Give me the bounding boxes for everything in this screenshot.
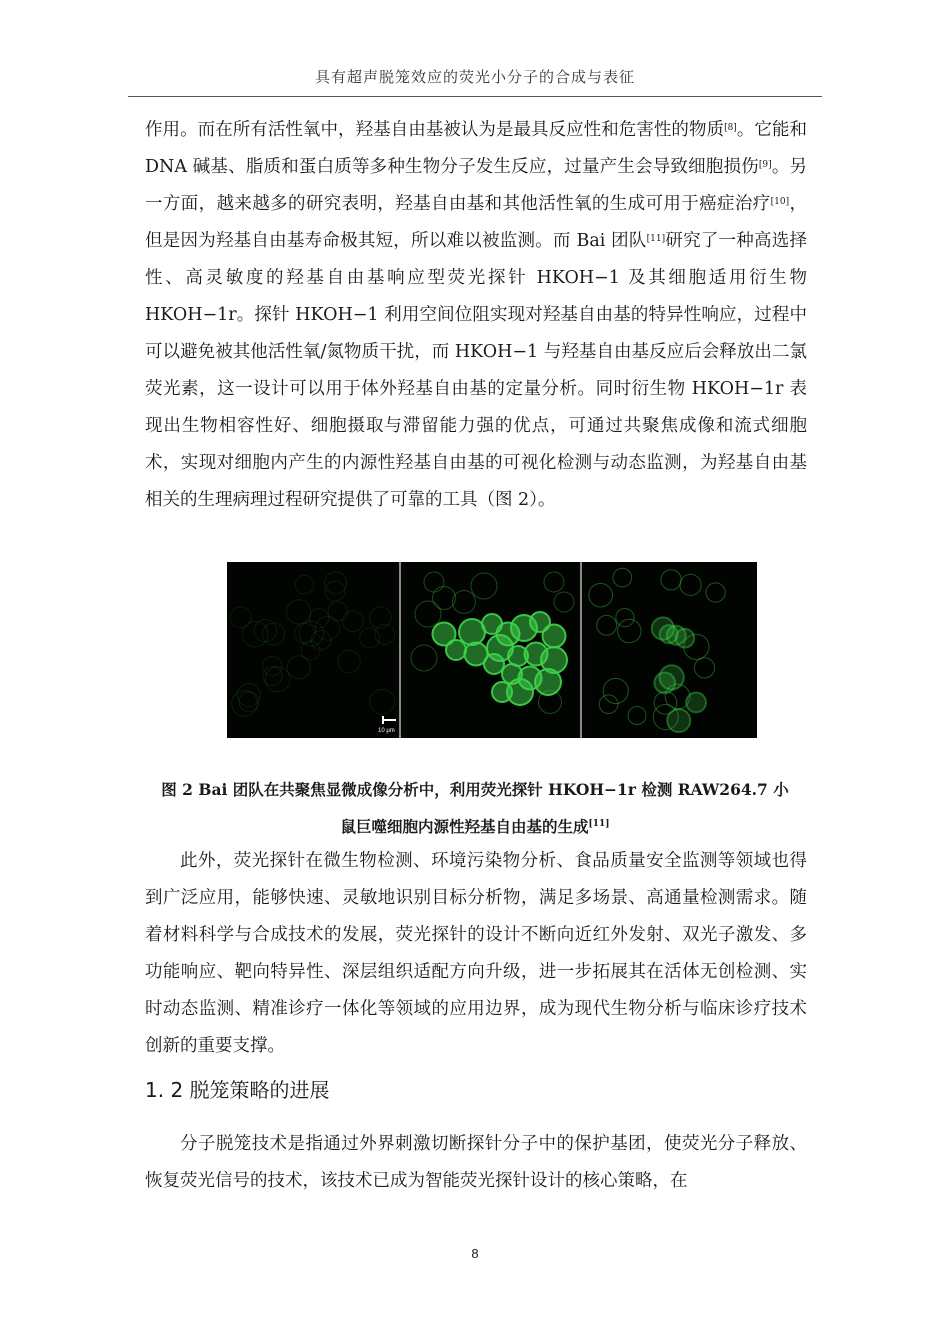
figure-panel-treated xyxy=(585,562,757,738)
header-rule xyxy=(128,96,822,97)
caption-line-1: 图 2 Bai 团队在共聚焦显微成像分析中，利用荧光探针 HKOH−1r 检测 RAW264.7 小 xyxy=(161,780,789,799)
cell xyxy=(706,583,725,602)
cell xyxy=(287,656,310,679)
cell xyxy=(309,609,328,628)
cell xyxy=(554,592,574,612)
cell xyxy=(254,619,276,641)
cell xyxy=(543,625,566,648)
cell xyxy=(424,572,444,592)
cell xyxy=(295,623,315,643)
cell xyxy=(661,570,681,590)
cell xyxy=(686,693,706,713)
paragraph-text: 作用。而在所有活性氧中，羟基自由基被认为是最具反应性和危害性的物质 xyxy=(145,120,725,140)
page-number: 8 xyxy=(471,1246,479,1261)
paragraph-text: 研究了一种高选择性、高灵敏度的羟基自由基响应型荧光探针 HKOH−1 及其细胞适用衍生物 HKOH−1r。探针 HKOH−1 利用空间位阻实现对羟基自由基的特异性响应，过程中可以避免被其他活性氧/氮物质干扰，而 HKOH−1 与羟基自由基反应后会释放出二氯荧光素，这一设计可以用于体外羟基自由基的定量分析。同时衍生物 HKOH−1r 表现出生物相容性好、细胞摄取与滞留能力强的优点，可通过共聚焦成像和流式细胞术，实现对细胞内产生的内源性羟基自由基的可视化检测与动态监测，为羟基自由基相关的生理病理过程研究提供了可靠的工具（图 2）。 xyxy=(145,231,807,510)
section-heading: 1. 2 脱笼策略的进展 xyxy=(145,1078,330,1102)
paragraph-text: 。它能和 DNA 碱基、脂质和蛋白质等多种生物分子发生反应，过量产生会导致细胞损伤 xyxy=(145,120,808,177)
cell xyxy=(603,678,628,703)
figure-panel-control xyxy=(227,562,396,738)
cell xyxy=(415,601,441,627)
paragraph-applications: 此外，荧光探针在微生物检测、环境污染物分析、食品质量安全监测等领域也得到广泛应用，能够快速、灵敏地识别目标分析物，满足多场景、高通量检测需求。随着材料科学与合成技术的发展，荧光探针的设计不断向近红外发射、双光子激发、多功能响应、靶向特异性、深层组织适配方向升级，进一步拓展其在活体无创检测、实时动态监测、精准诊疗一体化等领域的应用边界，成为现代生物分析与临床诊疗技术创新的重要支撑。 xyxy=(145,851,807,1056)
cell xyxy=(295,575,313,593)
cell xyxy=(544,572,564,592)
citation: [10] xyxy=(770,197,790,207)
cell xyxy=(694,658,714,678)
cell xyxy=(232,691,258,717)
cell xyxy=(265,667,290,692)
figure-caption xyxy=(150,771,800,845)
paragraph-hydroxyl-radical xyxy=(145,112,807,519)
cell xyxy=(230,607,251,628)
cell xyxy=(360,628,380,648)
cell xyxy=(433,587,456,610)
cell xyxy=(325,572,347,594)
paragraph-text: 。另一方面，越来越多的研究表明，羟基自由基和其他活性氧的生成可用于癌症治疗 xyxy=(145,157,808,214)
cell xyxy=(328,602,347,621)
citation: [9] xyxy=(758,160,772,170)
caption-line-2: 鼠巨噬细胞内源性羟基自由基的生成 xyxy=(340,817,589,836)
cell xyxy=(370,689,395,714)
citation: [11] xyxy=(646,234,666,244)
confocal-figure xyxy=(227,562,757,738)
cell xyxy=(239,692,259,712)
cell xyxy=(338,650,360,672)
cell xyxy=(343,611,364,632)
cell xyxy=(589,583,613,607)
cell xyxy=(411,645,437,671)
paragraph-uncaging: 分子脱笼技术是指通过外界刺激切断探针分子中的保护基团，使荧光分子释放、恢复荧光信号的技术，该技术已成为智能荧光探针设计的核心策略，在 xyxy=(145,1134,807,1191)
cell xyxy=(597,615,617,635)
cell xyxy=(433,623,456,646)
paragraph-text: ，但是因为羟基自由基寿命极其短，所以难以被监测。而 Bai 团队 xyxy=(145,194,808,251)
panel-divider xyxy=(399,562,401,738)
cell xyxy=(616,608,634,626)
cell xyxy=(628,706,646,724)
cell xyxy=(286,600,310,624)
cell xyxy=(667,626,686,645)
panel-divider xyxy=(580,562,582,738)
cell xyxy=(667,709,690,732)
scale-bar xyxy=(383,716,396,724)
cell xyxy=(453,591,476,614)
scale-bar-label: 10 μm xyxy=(378,728,395,734)
cell xyxy=(680,574,701,595)
cell xyxy=(492,682,512,702)
cell xyxy=(613,568,632,587)
cell xyxy=(471,573,497,599)
running-title: 具有超声脱笼效应的荧光小分子的合成与表征 xyxy=(314,68,635,86)
cell xyxy=(599,695,618,714)
figure-panel-stimulated xyxy=(404,562,577,738)
caption-citation: [11] xyxy=(588,819,610,829)
cell xyxy=(465,643,488,666)
citation: [8] xyxy=(724,123,737,133)
cell xyxy=(618,619,641,642)
cell xyxy=(659,665,683,689)
